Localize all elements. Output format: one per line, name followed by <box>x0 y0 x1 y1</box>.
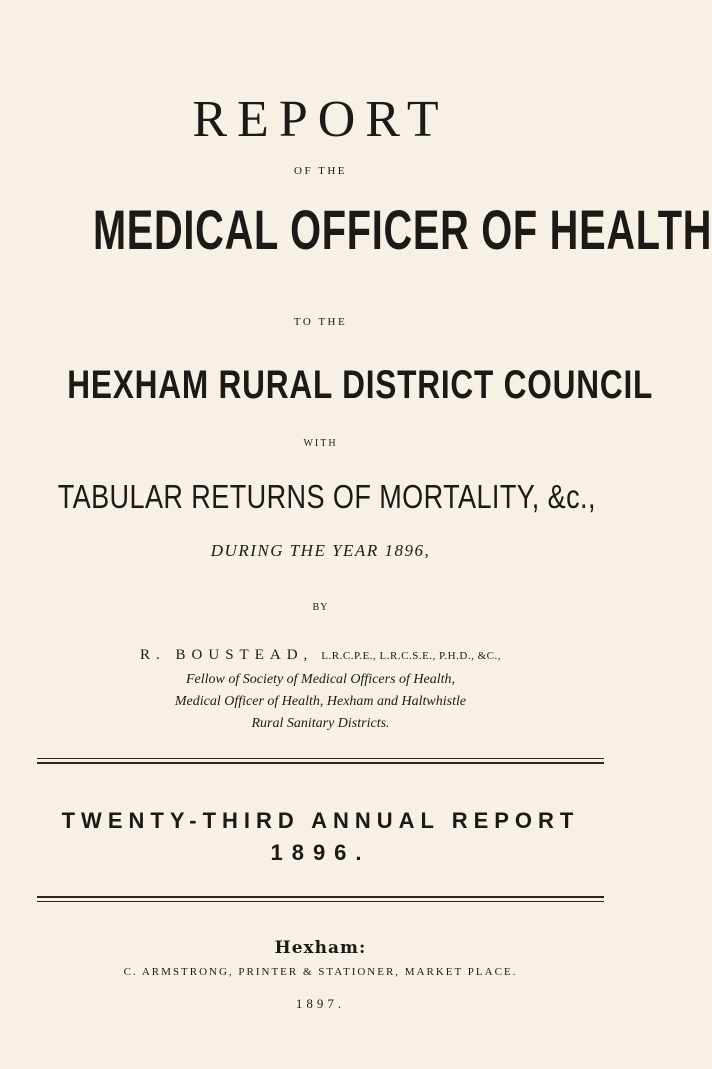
annual-report-heading: TWENTY-THIRD ANNUAL REPORT <box>61 808 580 833</box>
publication-year: 1897. <box>295 996 346 1011</box>
council-heading: HEXHAM RURAL DISTRICT COUNCIL <box>67 363 654 407</box>
author-line <box>0 647 641 664</box>
report-title: REPORT <box>192 91 449 148</box>
of-the-label: OF THE <box>294 165 347 177</box>
divider-top-thick <box>37 762 604 764</box>
author-qualifications: L.R.C.P.E., L.R.C.S.E., P.H.D., &C., <box>321 650 501 662</box>
publication-place: Hexham: <box>274 938 367 958</box>
divider-bottom-thick <box>37 896 604 898</box>
report-year: 1896. <box>270 840 371 865</box>
author-name: R. BOUSTEAD, <box>140 647 314 663</box>
during-year-line: DURING THE YEAR 1896, <box>210 541 431 560</box>
with-label: WITH <box>303 438 338 449</box>
office-heading: MEDICAL OFFICER OF HEALTH <box>92 198 712 261</box>
author-fellowship: Fellow of Society of Medical Officers of Health, <box>185 672 456 687</box>
to-the-label: TO THE <box>293 316 348 328</box>
divider-bottom-thin <box>37 901 604 902</box>
author-districts: Rural Sanitary Districts. <box>251 716 390 731</box>
divider-top-thin <box>37 758 604 759</box>
returns-heading: TABULAR RETURNS OF MORTALITY, &c., <box>57 478 596 515</box>
printer-line: C. ARMSTRONG, PRINTER & STATIONER, MARKET PLACE. <box>123 966 518 978</box>
author-office: Medical Officer of Health, Hexham and Haltwhistle <box>174 694 467 709</box>
by-label: BY <box>312 602 329 613</box>
